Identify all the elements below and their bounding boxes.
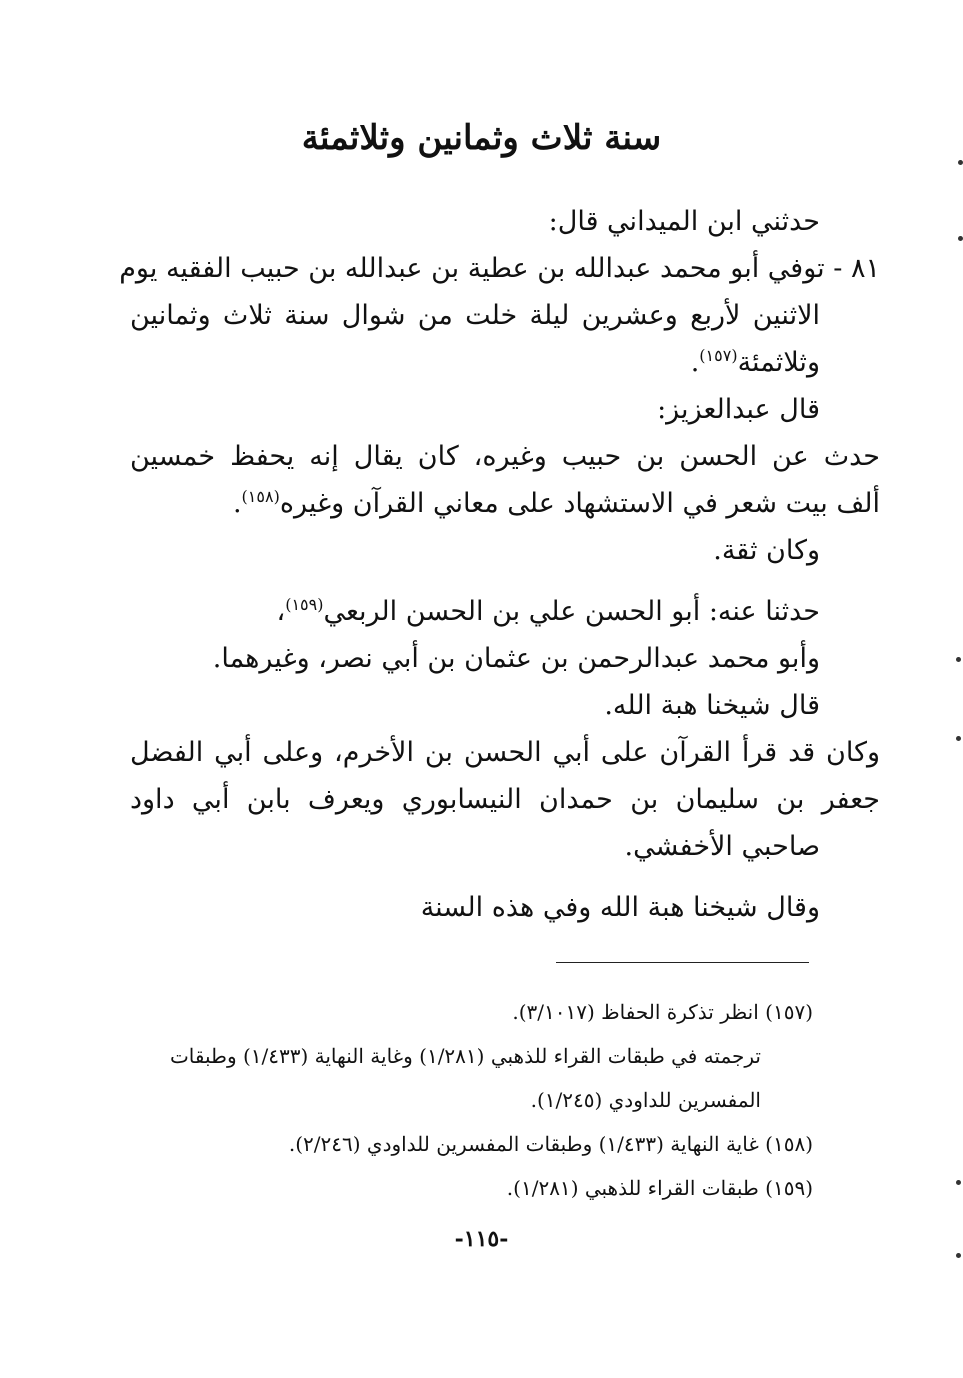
final-line: وقال شيخنا هبة الله وفي هذه السنة — [420, 892, 820, 923]
footnote-ref-159[interactable]: (١٥٩) — [285, 595, 324, 614]
thiqa-line: وكان ثقة. — [713, 535, 820, 566]
margin-speck — [956, 736, 961, 741]
hadath-line-2-text: ألف بيت شعر في الاستشهاد على معاني القرآن وغيره — [279, 488, 880, 519]
qara-line-2: جعفر بن سليمان بن حمدان النيسابوري ويعرف بابن أبي داود — [130, 784, 880, 815]
entry-81-line-2: الاثنين لأربع وعشرين ليلة خلت من شوال سنة ثلاث وثمانين — [130, 300, 820, 331]
qara-end-line: صاحبي الأخفشي. — [624, 831, 820, 862]
entry-81-line-1: ٨١ - توفي أبو محمد عبدالله بن عطية بن عبدالله بن حبيب الفقيه يوم — [119, 253, 880, 284]
haddathana-line: حدثنا عنه: أبو الحسن علي بن الحسن الربعي$^{(١٥٩)}$، — [276, 595, 820, 627]
shaykh-said-line: قال شيخنا هبة الله. — [604, 690, 820, 721]
hadath-line-2: ألف بيت شعر في الاستشهاد على معاني القرآن وغيره$^{(١٥٨)}$. — [232, 487, 880, 519]
footnote-157-line-2: ترجمته في طبقات القراء للذهبي (١/٢٨١) وغاية النهاية (١/٤٣٣) وطبقات — [169, 1044, 761, 1068]
chapter-title: سنة ثلاث وثمانين وثلاثمئة — [301, 118, 662, 158]
footnote-157-line-1: (١٥٧) انظر تذكرة الحفاظ (٣/١٠١٧). — [512, 1000, 813, 1024]
entry-number: ٨١ — [850, 253, 880, 284]
margin-speck — [958, 160, 963, 165]
qara-line-1: وكان قد قرأ القرآن على أبي الحسن بن الأخرم، وعلى أبي الفضل — [130, 737, 880, 768]
paragraph-gap — [130, 574, 820, 588]
main-text — [119, 198, 880, 931]
entry-end-text: وثلاثمئة — [737, 347, 820, 378]
entry-text-1: توفي أبو محمد عبدالله بن عطية بن عبدالله بن حبيب الفقيه يوم — [119, 253, 825, 284]
footnote-separator — [556, 962, 809, 963]
hadath-line-1: حدث عن الحسن بن حبيب وغيره، كان يقال إنه يحفظ خمسين — [130, 441, 880, 472]
footnote-ref-158[interactable]: (١٥٨) — [241, 487, 280, 506]
haddathana-text: حدثنا عنه: أبو الحسن علي بن الحسن الربعي — [323, 596, 820, 627]
footnote-158: (١٥٨) غاية النهاية (١/٤٣٣) وطبقات المفسرين للداودي (٢/٢٤٦). — [288, 1132, 813, 1156]
intro-line: حدثني ابن الميداني قال: — [548, 206, 820, 237]
margin-speck — [956, 1180, 961, 1185]
entry-81-line-3: وثلاثمئة$^{(١٥٧)}$. — [690, 346, 820, 378]
margin-speck — [956, 1253, 961, 1258]
footnote-ref-157[interactable]: (١٥٧) — [699, 346, 738, 365]
footnotes — [123, 990, 813, 1210]
paragraph-gap-2 — [130, 870, 820, 884]
footnote-157-line-3: المفسرين للداودي (١/٢٤٥). — [530, 1088, 761, 1112]
footnote-159: (١٥٩) طبقات القراء للذهبي (١/٢٨١). — [506, 1176, 813, 1200]
margin-speck — [956, 657, 961, 662]
abdulaziz-label: قال عبدالعزيز: — [657, 394, 820, 425]
abu-muhammad-line: وأبو محمد عبدالرحمن بن عثمان بن أبي نصر، وغيرهما. — [212, 643, 820, 674]
page-number: -١١٥- — [454, 1226, 509, 1252]
margin-speck — [958, 236, 963, 241]
